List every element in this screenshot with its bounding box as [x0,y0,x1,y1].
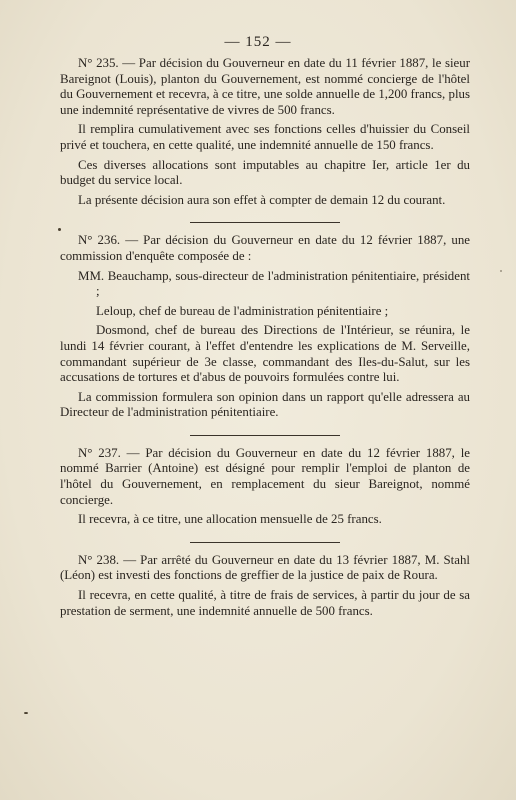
spacer [60,421,470,435]
entry-235-paragraph-1: N° 235. — Par décision du Gouverneur en date du 11 février 1887, le sieur Bareignot (Louis), planton du Gouvernement, est nommé concierge de l'hôtel du Gouvernement et recevra, à ce titre, une solde annuelle de 1,200 francs, plus une indemnité représentative de vivres de 500 francs. [60,56,470,117]
entry-separator [190,222,340,223]
entry-236-paragraph-1: N° 236. — Par décision du Gouverneur en date du 12 février 1887, une commission d'enquête composée de : [60,233,470,263]
document-body [60,56,470,619]
entry-237-paragraph-2: Il recevra, à ce titre, une allocation mensuelle de 25 francs. [78,512,382,527]
entry-238-paragraph-1: N° 238. — Par arrêté du Gouverneur en date du 13 février 1887, M. Stahl (Léon) est investi des fonctions de greffier de la justice de paix de Roura. [60,552,470,583]
entry-236-paragraph-5: La commission formulera son opinion dans un rapport qu'elle adressera au Directeur de l'administration pénitentiaire. [60,389,470,420]
spacer [60,208,470,222]
entry-236-member-1: MM. Beauchamp, sous-directeur de l'administration pénitentiaire, président ; [78,268,470,299]
spacer [60,528,470,542]
ink-speck [24,712,28,714]
entry-237-paragraph-1: N° 237. — Par décision du Gouverneur en date du 12 février 1887, le nommé Barrier (Antoine) est désigné pour remplir l'emploi de planton de l'hôtel du Gouvernement, en remplacement du sieur Bareignot, nommé concierge. [60,445,470,507]
entry-235-paragraph-2: Il remplira cumulativement avec ses fonctions celles d'huissier du Conseil privé et touchera, en cette qualité, une indemnité annuelle de 150 francs. [60,122,470,152]
page-number: — 152 — [224,34,292,50]
ink-speck [500,270,502,272]
entry-236-member-2: Leloup, chef de bureau de l'administration pénitentiaire ; [96,303,389,318]
entry-238 [60,553,470,619]
entry-236 [60,233,470,421]
ink-speck [58,228,61,231]
entry-235-paragraph-4: La présente décision aura son effet à compter de demain 12 du courant. [78,192,446,207]
entry-235 [60,56,470,208]
entry-separator [190,542,340,543]
entry-237 [60,446,470,528]
entry-238-paragraph-2: Il recevra, en cette qualité, à titre de frais de services, à partir du jour de sa prestation de serment, une indemnité annuelle de 500 francs. [60,588,470,618]
entry-235-paragraph-3: Ces diverses allocations sont imputables au chapitre Ier, article 1er du budget du service local. [60,157,470,188]
entry-236-member-3: Dosmond, chef de bureau des Directions de l'Intérieur, se réunira, le lundi 14 février courant, à l'effet d'entendre les explications de M. Serveille, commandant supérieur de 3e classe, commandant des Iles-du-Salut, sur les accusations de tortures et d'abus de pouvoirs formulées contre lui. [60,323,470,385]
entry-separator [190,435,340,436]
